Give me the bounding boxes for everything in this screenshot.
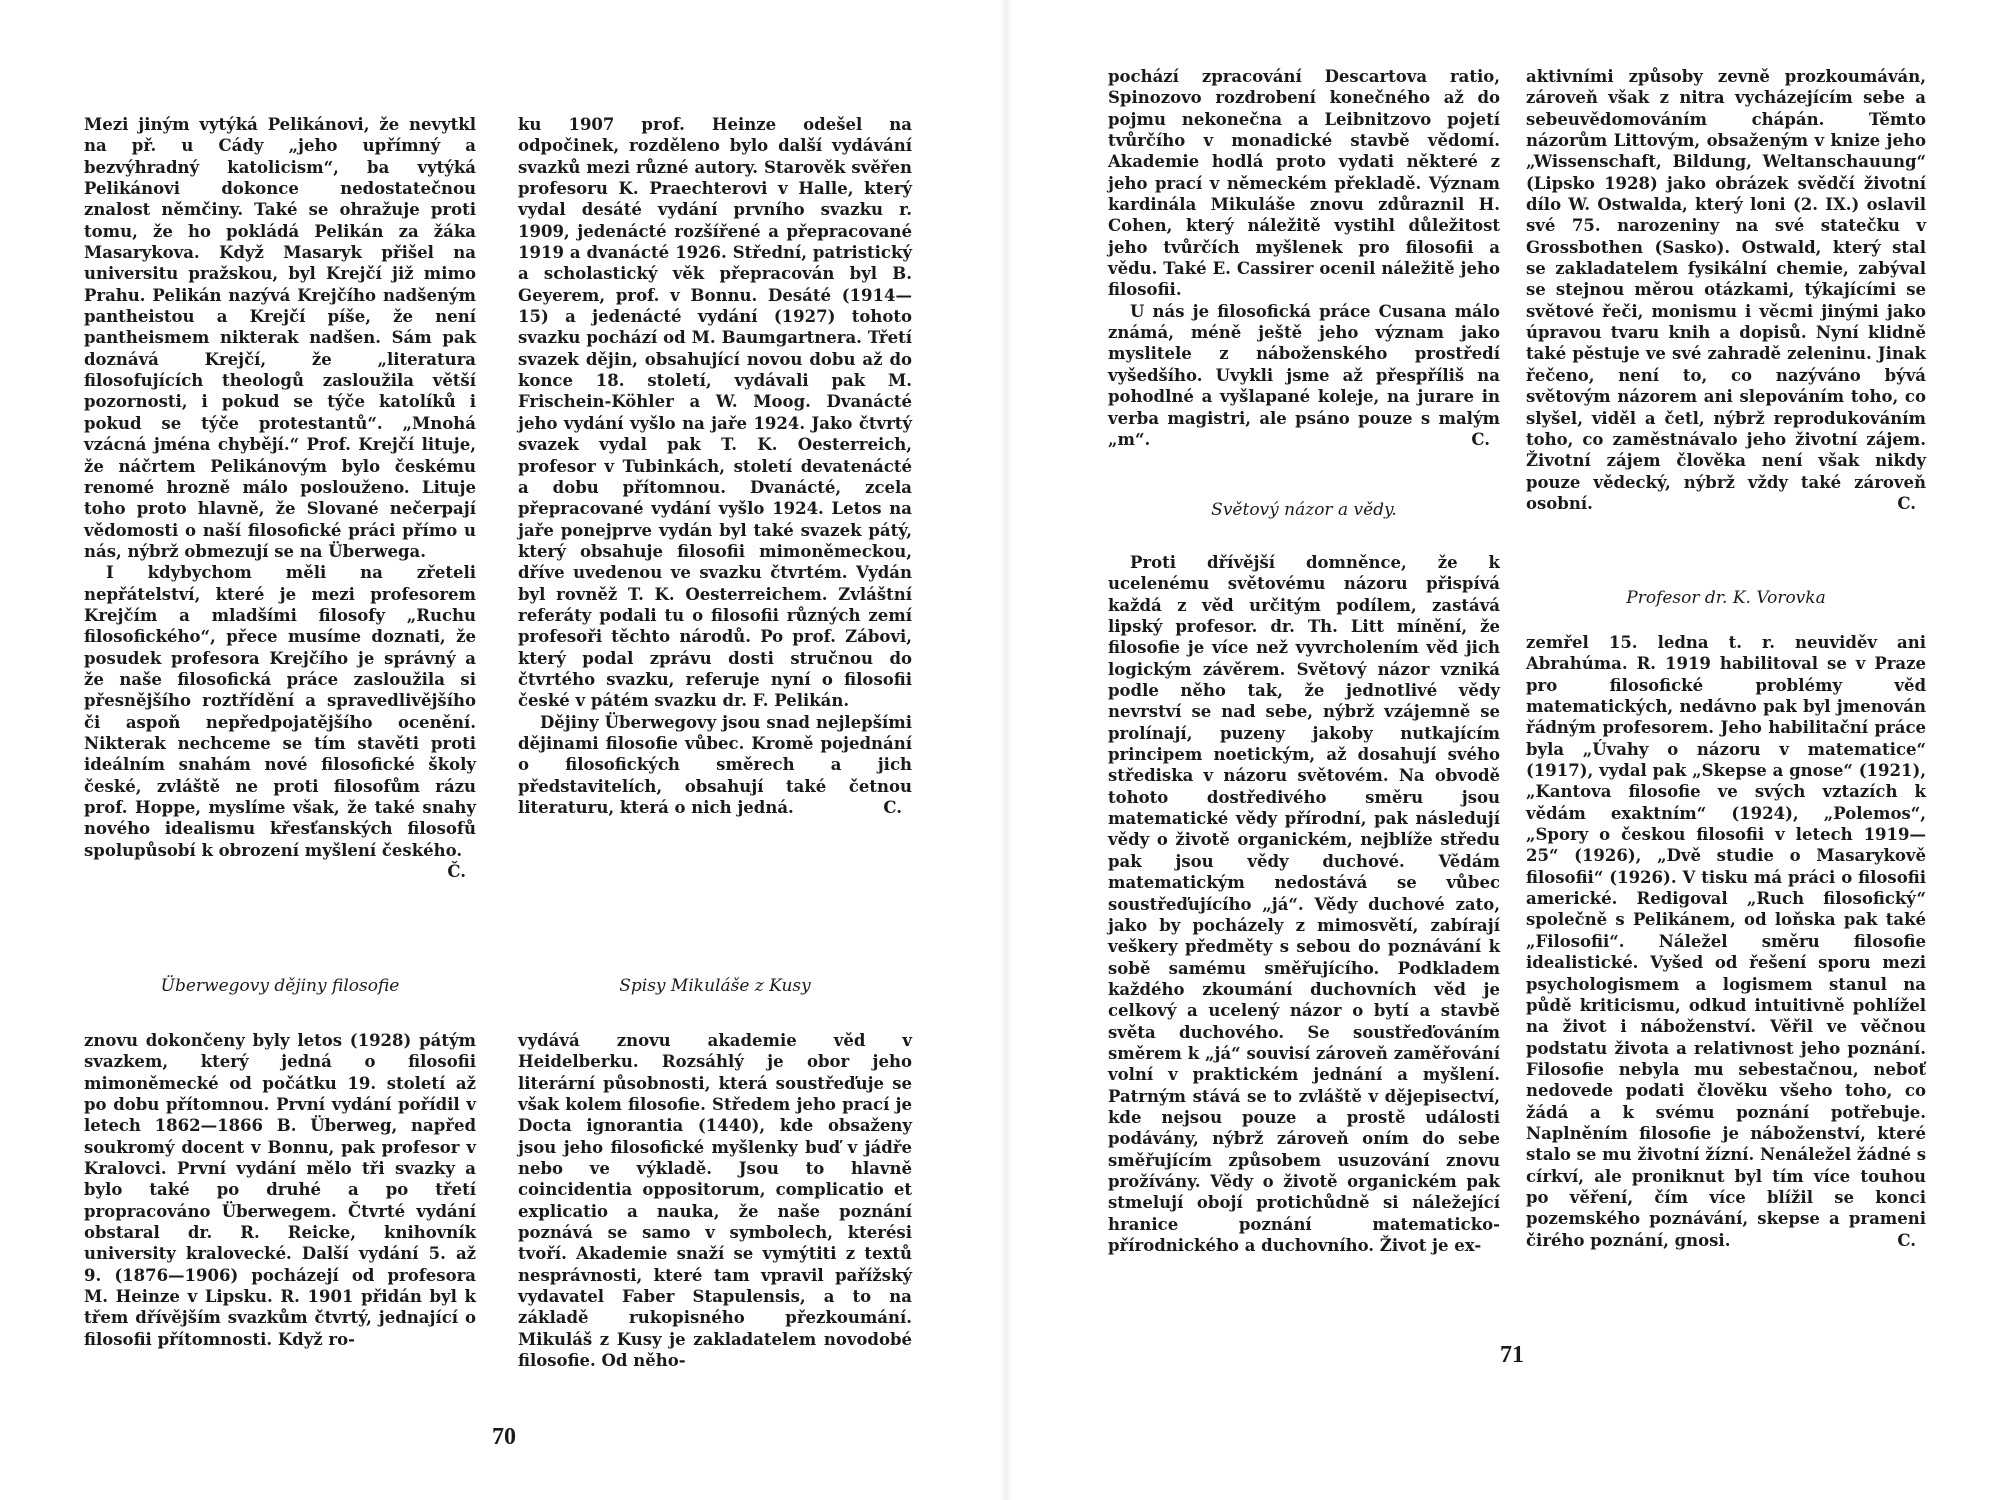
right-col1-bottom xyxy=(1108,552,1500,1256)
left-col2-bottom xyxy=(518,1030,912,1372)
paragraph-text: I kdybychom měli na zřeteli nepřátelství, které je mezi profesorem Krejčím a mladšími filosofy „Ruchu filosofického“, přece musíme doznati, že posudek profesora Krejčího je správný a že naše filosofická práce zasloužila si přesnějšího roztřídění a spravedlivějšího či aspoň nepředpojatějšího ocenění. Nikterak nechceme se tím stavěti proti ideálním snahám nové filosofické školy české, zvláště ne proti filosofům rázu prof. Hoppe, myslíme však, že také snahy nového idealismu křesťanských filosofů spolupůsobí k obrození myšlení českého. xyxy=(84,563,476,860)
left-col1-bottom xyxy=(84,1030,476,1350)
paragraph-text: zemřel 15. ledna t. r. neuviděv ani Abrahúma. R. 1919 habilitoval se v Praze pro filosofické problémy věd matematických, nedávno pak byl jmenován řádným profesorem. Jeho habilitační práce byla „Úvahy o názoru v matematice“ (1917), vydal pak „Skepse a gnose“ (1921), „Kantova filosofie ve svých vztazích k vědám exaktním“ (1924), „Polemos“, „Spory o českou filosofii v letech 1919—25“ (1926), „Dvě studie o Masarykově filosofii“ (1926). V tisku má práci o filosofii americké. Redigoval „Ruch filosofický“ společně s Pelikánem, od loňska pak také „Filosofii“. Náležel směru filosofie idealistické. Vyšed od řešení sporu mezi psychologismem a logismem stanul na půdě kriticismu, odkud intuitivně pohlížel na život i náboženství. Věřil ve věčnou podstatu života a relativnost jeho poznání. Filosofie nebyla mu sebestačnou, neboť nedovede podati člověku všeho toho, co žádá a k svému poznání potřebuje. Naplněním filosofie je náboženství, které stalo se mu životní žízní. Nenáležel žádné s církví, ale proniknut byl tím více touhou po věření, čím více blížil se konci pozemského poznávání, skepse a prameni čirého poznání, gnosi. xyxy=(1526,633,1927,1250)
right-col2-top xyxy=(1526,66,1926,514)
section-heading: Profesor dr. K. Vorovka xyxy=(1626,588,1826,608)
paragraph-text: U nás je filosofická práce Cusana málo známá, méně ještě jeho význam jako myslitele z náboženského prostředí vyšedšího. Uvykli jsme až přespříliš na pohodlné a vyšlapané koleje, na jurare in verba magistri, ale psáno pouze s malým „m“. xyxy=(1108,301,1500,449)
page-number: 71 xyxy=(1500,1342,1524,1368)
left-col2-top xyxy=(518,114,912,818)
paragraph xyxy=(84,562,476,882)
paragraph: znovu dokončeny byly letos (1928) pátým svazkem, který jedná o filosofii mimoněmecké od počátku 19. století až po dobu přítomnou. První vydání pořídil v letech 1862—1866 B. Überweg, napřed soukromý docent v Bonnu, pak profesor v Kralovci. První vydání mělo tři svazky a bylo také po druhé a po třetí propracováno Überwegem. Čtvrté vydání obstaral dr. R. Reicke, knihovník university kralovecké. Další vydání 5. až 9. (1876—1906) pocházejí od profesora M. Heinze v Lipsku. R. 1901 přidán byl k třem dřívějším svazkům čtvrtý, jednající o filosofii přítomnosti. Když ro- xyxy=(84,1031,476,1349)
signature: C. xyxy=(1897,1230,1916,1250)
section-heading: Überwegovy dějiny filosofie xyxy=(160,976,400,996)
right-col1-top xyxy=(1108,66,1500,450)
signature: C. xyxy=(1897,493,1916,513)
paragraph: vydává znovu akademie věd v Heidelberku. Rozsáhlý je obor jeho literární působnosti, která soustřeďuje se však kolem filosofie. Středem jeho prací je Docta ignorantia (1440), kde obsaženy jsou jeho filosofické myšlenky buď v jádře nebo ve výkladě. Jsou to hlavně coincidentia oppositorum, complicatio et explicatio a nauka, že naše poznání poznává se samo v symbolech, kterési tvoří. Akademie snaží se vymýtiti z textů nesprávnosti, které tam vpravil pařížský vydavatel Faber Stapulensis, a to na základě rukopisného přezkoumání. Mikuláš z Kusy je zakladatelem novodobé filosofie. Od něho- xyxy=(518,1031,912,1371)
paragraph xyxy=(1526,66,1926,514)
left-col1-top xyxy=(84,114,476,882)
signature: C. xyxy=(1471,429,1490,449)
right-col2-bottom xyxy=(1526,632,1926,1251)
paragraph: pochází zpracování Descartova ratio, Spinozovo rozdrobení konečného až do pojmu nekonečna a Leibnitzovo pojetí tvůrčího v monadické stavbě vědomí. Akademie hodlá proto vydati některé z jeho prací v německém překladě. Význam kardinála Mikuláše znovu zdůraznil H. Cohen, který náležitě vystihl důležitost jeho tvůrčích myšlenek pro filosofii a vědu. Také E. Cassirer ocenil náležitě jeho filosofii. xyxy=(1108,67,1500,300)
paragraph-text: Dějiny Überwegovy jsou snad nejlepšími dějinami filosofie vůbec. Kromě pojednání o filosofických směrech a jich představitelích, obsahují také četnou literaturu, která o nich jedná. xyxy=(518,712,912,817)
paragraph: ku 1907 prof. Heinze odešel na odpočinek, rozděleno bylo další vydávání svazků mezi různé autory. Starověk svěřen profesoru K. Praechterovi v Halle, který vydal desáté vydání prvního svazku r. 1909, jedenácté rozšířené a přepracované 1919 a dvanácté 1926. Střední, patristický a scholastický věk přepracován byl B. Geyerem, prof. v Bonnu. Desáté (1914—15) a jedenácté vydání (1927) tohoto svazku pochází od M. Baumgartnera. Třetí svazek dějin, obsahující novou dobu až do konce 18. století, vydávali pak M. Frischein-Köhler a W. Moog. Dvanácté jeho vydání vyšlo na jaře 1924. Jako čtvrtý svazek vydal pak T. K. Oesterreich, profesor v Tubinkách, století devatenácté a dobu přítomnou. Dvanácté, zcela přepracované vydání vyšlo 1924. Letos na jaře ponejprve vydán byl také svazek pátý, který obsahuje filosofii mimoněmeckou, dříve uvedenou ve svazku čtvrtém. Vydán byl rovněž T. K. Oesterreichem. Zvláštní referáty podali tu o filosofii různých zemí profesoři těchto národů. Po prof. Zábovi, který podal zprávu dosti stručnou do čtvrtého svazku, referuje nyní o filosofii české v pátém svazku dr. F. Pelikán. xyxy=(518,115,912,711)
section-heading: Spisy Mikuláše z Kusy xyxy=(619,976,811,996)
paragraph-text: aktivními způsoby zevně prozkoumáván, zároveň však z nitra vycházejícím sebe a sebeuvědomováním chápán. Těmto názorům Littovým, obsaženým v knize jeho „Wissenschaft, Bildung, Weltanschauung“ (Lipsko 1928) jako obrázek svědčí životní dílo W. Ostwalda, který loni (2. IX.) oslavil své 75. narozeniny na své statečku v Grossbothen (Sasko). Ostwald, který stal se zakladatelem fysikální chemie, zabýval se stejnou měrou otázkami, týkajícími se světové řeči, monismu i věcmi jinými jako úpravou tvaru knih a dopisů. Nyní klidně také pěstuje ve své zahradě zeleninu. Jinak řečeno, není to, co nazýváno bývá světovým názorem ani slepováním toho, co slyšel, viděl a četl, nýbrž reprodukováním toho, co zaměstnávalo jeho životní zájem. Životní zájem člověka není však nikdy pouze vědecký, nýbrž vždy také zároveň osobní. xyxy=(1526,67,1926,513)
section-heading: Světový názor a vědy. xyxy=(1211,500,1397,520)
page-number: 70 xyxy=(492,1424,516,1450)
paragraph: Mezi jiným vytýká Pelikánovi, že nevytkl na př. u Cády „jeho upřímný a bezvýhradný katolicism“, ba vytýká Pelikánovi dokonce nedostatečnou znalost němčiny. Také se ohražuje proti tomu, že ho pokládá Pelikán za žáka Masarykova. Když Masaryk přišel na universitu pražskou, byl Krejčí již mimo Prahu. Pelikán nazývá Krejčího nadšeným pantheistou a Krejčí píše, že není pantheismem nikterak nadšen. Sám pak doznává Krejčí, že „literatura filosofujících theologů zasloužila větší pozornosti, i pokud se týče katolíků i pokud se týče protestantů“. „Mnohá vzácná jména chybějí.“ Prof. Krejčí lituje, že náčrtem Pelikánovým bylo českému renomé hrozně málo poslouženo. Lituje toho proto hlavně, že Slované nečerpají vědomosti o naší filosofické práci přímo u nás, nýbrž obmezují se na Überwega. xyxy=(84,115,476,561)
paragraph xyxy=(1526,632,1926,1251)
paragraph xyxy=(518,712,912,819)
signature: C. xyxy=(883,798,902,817)
right-page xyxy=(1006,0,2012,1500)
paragraph: Proti dřívější domněnce, že k ucelenému světovému názoru přispívá každá z věd určitým podílem, zastává lipský profesor. dr. Th. Litt mínění, že filosofie je více než vyvrcholením věd jich logickým závěrem. Světový názor vzniká podle něho tak, že jednotlivé vědy nevrství se nad sebe, nýbrž vzájemně se prolínají, puzeny jakoby nutkajícím principem noetickým, až dosahují svého střediska v názoru světovém. Na obvodě tohoto dostředivého směru jsou matematické vědy přírodní, pak následují vědy o životě organickém, nejblíže středu pak jsou vědy duchové. Vědám matematickým nedostává se vůbec soustřeďujícího „já“. Vědy duchové zato, jako by pocházely z mimosvětí, zabírají veškery předměty s sebou do poznávání k sobě samému směřujícího. Podkladem každého zkoumání duchovních věd je celkový a ucelený názor o bytí a stavbě světa duchového. Se soustřeďováním směrem k „já“ souvisí zároveň zaměřování volní v praktickém jednání a myšlení. Patrným stává se to zvláště v dějepisectví, kde nejsou pouze a prostě události podávány, nýbrž zároveň oním do sebe směřujícím způsobem usuzování znovu prožívány. Vědy o životě organickém pak stmelují obojí protichůdně si náležející hranice poznání matematicko-přírodnického a duchovního. Život je ex- xyxy=(1108,553,1500,1255)
signature: Č. xyxy=(447,862,466,882)
paragraph xyxy=(1108,301,1500,450)
